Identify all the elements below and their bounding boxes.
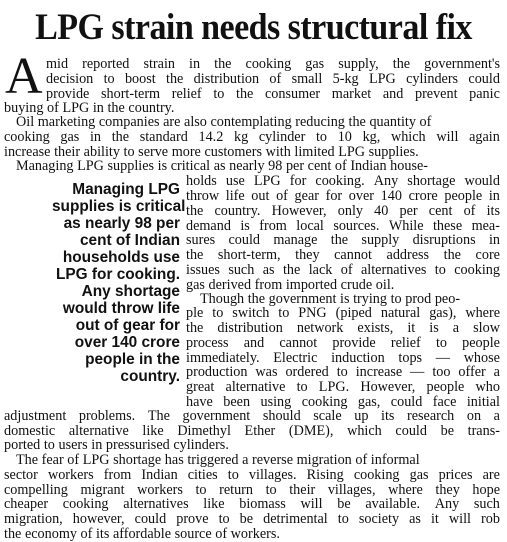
body-line: Managing LPG supplies is critical as nearly 98 per cent of Indian house- [16,158,428,175]
body-line: great alternative to LPG. However, people who [186,379,500,396]
body-line: migration, however, could prove to be detrimental to society as it will rob [4,511,500,528]
body-line: production was ordered to increase — too offer a [186,364,500,381]
pull-quote-line: out of gear for [75,317,180,334]
pull-quote-line: over 140 crore [74,334,180,351]
body-line: issues such as the lack of alternatives to cooking [186,261,500,278]
body-line: throw life out of gear for over 140 crore people in [186,188,500,205]
body-line: buying of LPG in the country. [4,100,175,117]
body-line: sector workers from Indian cities to villages. Rising cooking gas prices are [4,466,500,483]
body-line: compelling migrant workers to return to their villages, where they hope [4,481,500,498]
body-line: provide short-term relief to the consumer market and prevent panic [46,85,500,102]
body-line: ported to users in pressurised cylinders. [4,437,229,454]
body-line: cheaper cooking alternatives like biomass will be available. Any such [4,496,500,513]
pull-quote-line: supplies is critical [52,198,186,215]
pull-quote-line: Managing LPG [72,181,180,198]
body-line: The fear of LPG shortage has triggered a reverse migration of informal [16,452,420,469]
body-line: gas derived from imported crude oil. [186,276,395,293]
pull-quote-line: people in the [85,351,180,368]
body-line: Oil marketing companies are also contemplating reducing the quantity of [16,114,432,131]
body-line: immediately. Electric induction tops — whose [186,349,500,366]
pull-quote-line: would throw life [62,300,180,317]
body-line: Though the government is trying to prod peo- [200,290,461,307]
pull-quote-line: country. [120,368,180,385]
body-line: the short-term, they cannot address the core [186,247,500,264]
pull-quote-line: cent of Indian [79,232,180,249]
body-line: increase their ability to serve more customers with limited LPG supplies. [4,143,419,160]
body-line: process and cannot provide relief to people [186,334,500,351]
body-line: decision to boost the distribution of small 5-kg LPG cylinders could [46,70,500,87]
body-line: have been using cooking gas, could face initial [186,393,500,410]
pull-quote-line: as nearly 98 per [63,215,180,232]
body-line: sures could manage the supply disruptions in [186,232,500,249]
body-line: the economy of its affordable source of workers. [4,526,280,542]
body-line: the country. However, only 40 per cent of its [186,202,500,219]
body-line: demand is from local sources. While these mea- [186,217,500,234]
drop-cap: A [5,48,43,105]
body-line: cooking gas in the standard 14.2 kg cylinder to 10 kg, which will again [4,128,500,145]
body-line: mid reported strain in the cooking gas supply, the government's [46,56,500,72]
pull-quote-line: LPG for cooking. [56,266,180,283]
body-line: domestic alternative like Dimethyl Ether (DME), which could be trans- [4,422,500,439]
body-line: adjustment problems. The government should scale up its research on a [4,407,500,424]
body-line: ple to switch to PNG (piped natural gas), where [186,305,500,322]
body-line: the distribution network exists, it is a slow [186,320,500,337]
pull-quote-line: households use [62,249,180,266]
pull-quote-line: Any shortage [81,283,180,300]
headline: LPG strain needs structural fix [35,7,472,48]
body-line: holds use LPG for cooking. Any shortage would [186,173,500,190]
